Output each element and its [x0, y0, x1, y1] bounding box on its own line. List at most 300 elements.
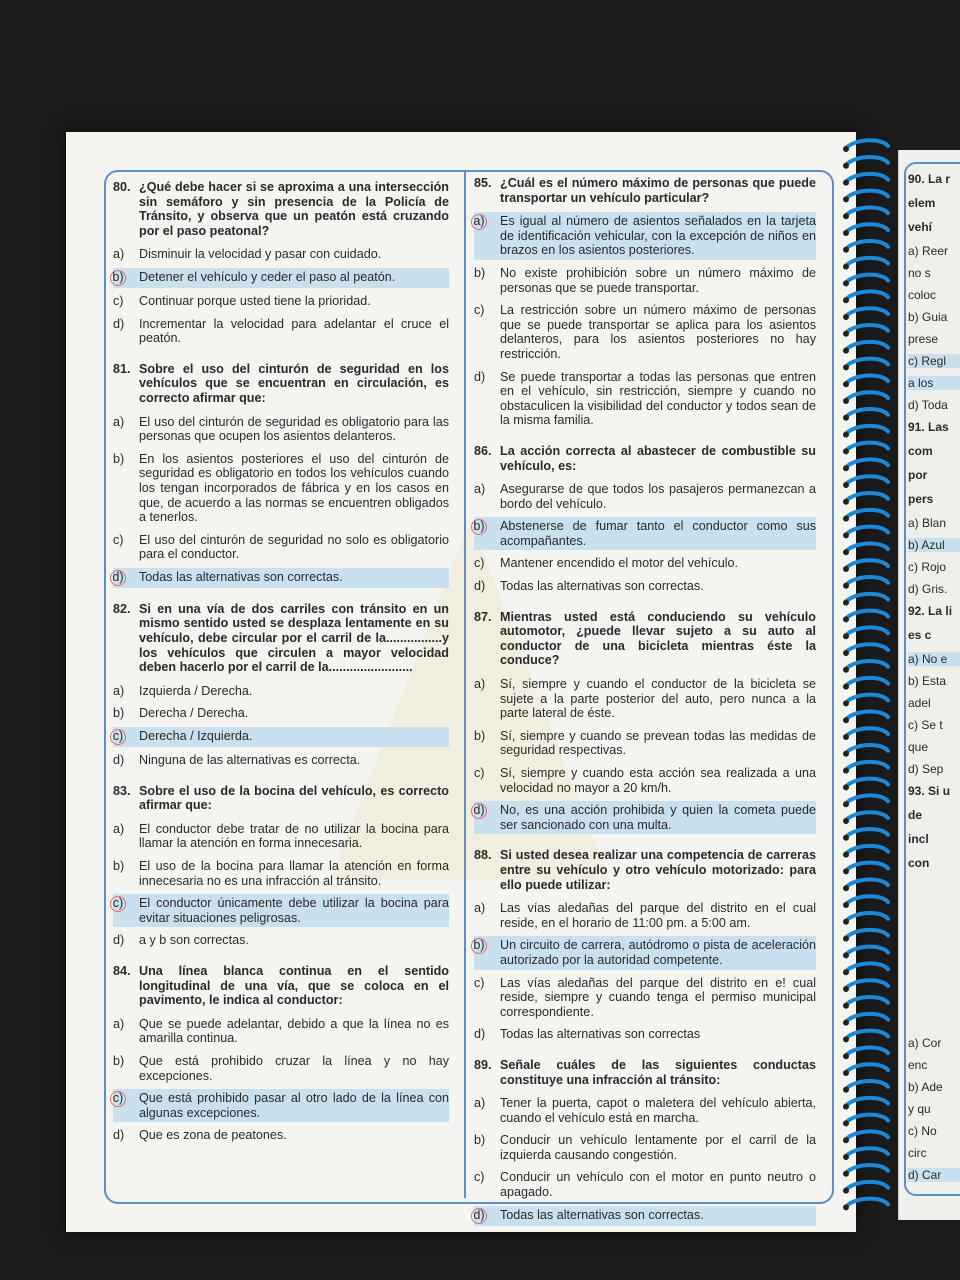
- next-page-fragment: 91. Las: [908, 420, 949, 434]
- question-number: 89.: [474, 1057, 492, 1072]
- spiral-ring: [846, 829, 888, 837]
- binding-hole: [843, 1020, 849, 1026]
- option-text: Asegurarse de que todos los pasajeros permanezcan a bordo del vehículo.: [500, 482, 816, 511]
- option-letter-text: c): [474, 303, 485, 318]
- option-letter: [474, 519, 500, 548]
- spiral-ring: [846, 627, 888, 635]
- binding-hole: [843, 969, 849, 975]
- spiral-ring: [846, 392, 888, 400]
- question-number: 80.: [113, 180, 131, 194]
- option-letter: [113, 1091, 139, 1120]
- option-letter-text: a): [113, 414, 125, 429]
- binding-hole: [843, 432, 849, 438]
- option-letter: [113, 1017, 139, 1046]
- binding-hole: [843, 818, 849, 824]
- option-text: Se puede transportar a todas las personas que entren en el vehículo, sin restricción, siempre y cuando no obstaculicen la visibilidad del conductor y todos sean de la misma familia.: [500, 369, 816, 428]
- question-header: [474, 176, 816, 205]
- spiral-ring: [846, 1199, 888, 1207]
- binding-hole: [843, 919, 849, 925]
- option-text: Disminuir la velocidad y pasar con cuidado.: [139, 247, 382, 262]
- option-letter-text: a): [113, 683, 125, 698]
- answer-option: [474, 1025, 816, 1044]
- option-letter-text: a): [474, 482, 486, 497]
- spiral-ring: [846, 644, 888, 652]
- next-page-fragment: con: [908, 856, 930, 870]
- option-letter: [113, 452, 139, 525]
- option-letter: [474, 1170, 500, 1199]
- binding-hole: [843, 1204, 849, 1210]
- next-page-fragment: b) Ade: [908, 1080, 943, 1094]
- option-text: Que está prohibido cruzar la línea y no hay excepciones.: [139, 1053, 449, 1083]
- option-letter-text: c): [113, 293, 124, 308]
- answer-option-selected: [113, 268, 449, 288]
- binding-hole: [843, 331, 849, 337]
- next-page-fragment: 90. La r: [908, 172, 951, 186]
- binding-hole: [843, 247, 849, 253]
- option-letter: [474, 303, 500, 361]
- spiral-ring: [846, 459, 888, 467]
- option-letter: [113, 684, 139, 699]
- next-page-fragment: c) No: [908, 1124, 937, 1138]
- spiral-ring: [846, 594, 888, 602]
- binding-hole: [843, 213, 849, 219]
- option-letter: [113, 859, 139, 888]
- spiral-ring: [846, 745, 888, 753]
- answer-option: [113, 1015, 449, 1048]
- binding-hole: [843, 314, 849, 320]
- next-page-fragment: 93. Si u: [908, 784, 951, 798]
- option-letter: [474, 938, 500, 967]
- question: [113, 362, 449, 588]
- answer-option: [113, 751, 449, 770]
- option-letter: [113, 415, 139, 444]
- spiral-ring: [846, 275, 888, 283]
- binding-hole: [843, 700, 849, 706]
- option-letter: [474, 556, 500, 571]
- binding-hole: [843, 1154, 849, 1160]
- question-header: [474, 610, 816, 668]
- option-text: Que es zona de peatones.: [139, 1128, 287, 1143]
- spiral-ring: [846, 997, 888, 1005]
- next-page-fragment: enc: [908, 1058, 928, 1072]
- answer-option: [474, 899, 816, 932]
- binding-hole: [843, 465, 849, 471]
- option-text: Detener el vehículo y ceder el paso al peatón.: [139, 269, 396, 284]
- question-header: [113, 180, 449, 238]
- option-letter-text: b): [471, 519, 487, 535]
- answer-option: [113, 1052, 449, 1085]
- option-text: El conductor únicamente debe utilizar la bocina para evitar situaciones peligrosas.: [139, 896, 449, 925]
- option-text: Incrementar la velocidad para adelantar el cruce el peatón.: [139, 316, 449, 346]
- option-text: No, es una acción prohibida y quien la cometa puede ser sancionado con una multa.: [500, 803, 816, 832]
- option-text: El conductor debe tratar de no utilizar la bocina para llamar la atención en forma innecesaria.: [139, 821, 449, 851]
- spiral-ring: [846, 661, 888, 669]
- question-text: ¿Cuál es el número máximo de personas que puede transportar un vehículo particular?: [500, 176, 816, 205]
- spiral-ring: [846, 1148, 888, 1156]
- question-number: 86.: [474, 443, 492, 458]
- binding-hole: [843, 734, 849, 740]
- option-letter: [113, 1128, 139, 1143]
- option-text: El uso del cinturón de seguridad es obligatorio para las personas que ocupen los asientos delanteros.: [139, 414, 449, 444]
- option-letter-text: b): [113, 451, 125, 466]
- question-text: Si usted desea realizar una competencia de carreras entre su vehículo y otro vehículo motorizado: para ello puede utilizar:: [500, 848, 816, 892]
- option-text: Es igual al número de asientos señalados en la tarjeta de identificación vehicular, con la excepción de niños en brazos en los asientos posteriores.: [500, 214, 816, 258]
- answer-option-selected: [113, 894, 449, 927]
- spiral-ring: [846, 963, 888, 971]
- option-letter: [474, 1133, 500, 1162]
- answer-option-selected: [113, 727, 449, 747]
- binding-hole: [843, 835, 849, 841]
- binding-hole: [843, 398, 849, 404]
- question-number: 84.: [113, 963, 131, 978]
- answer-option: [113, 245, 449, 264]
- spiral-ring: [846, 241, 888, 249]
- next-page-fragment: coloc: [908, 288, 937, 302]
- spiral-ring: [846, 1165, 888, 1173]
- option-text: Todas las alternativas son correctas: [500, 1027, 701, 1042]
- next-page-fragment: c) Rojo: [908, 560, 947, 574]
- option-letter-text: d): [474, 579, 486, 594]
- next-page-fragment: por: [908, 468, 928, 482]
- spiral-ring: [846, 762, 888, 770]
- option-letter: [474, 901, 500, 930]
- option-letter-text: d): [471, 803, 487, 819]
- question-text: La acción correcta al abastecer de combustible su vehículo, es:: [500, 443, 816, 473]
- spiral-binding: [842, 132, 892, 1222]
- answer-option: [113, 682, 449, 701]
- option-letter-text: c): [110, 896, 126, 912]
- spiral-ring: [846, 577, 888, 585]
- option-letter: [474, 729, 500, 758]
- binding-hole: [843, 1171, 849, 1177]
- option-text: Conducir un vehículo lentamente por el carril de la izquierda causando congestión.: [500, 1133, 816, 1162]
- spiral-ring: [846, 779, 888, 787]
- next-page-fragment: prese: [908, 332, 939, 346]
- option-letter-text: a): [474, 901, 486, 916]
- option-letter: [474, 803, 500, 832]
- binding-hole: [843, 616, 849, 622]
- spiral-ring: [846, 980, 888, 988]
- binding-hole: [843, 348, 849, 354]
- binding-hole: [843, 885, 849, 891]
- answer-option-selected: [474, 212, 816, 260]
- option-letter: [113, 270, 139, 286]
- spiral-ring: [846, 291, 888, 299]
- option-text: Abstenerse de fumar tanto el conductor como sus acompañantes.: [500, 519, 816, 548]
- answer-option: [474, 264, 816, 297]
- option-letter-text: a): [113, 821, 125, 836]
- option-letter: [474, 677, 500, 721]
- spiral-ring: [846, 1064, 888, 1072]
- question-number: 85.: [474, 176, 492, 190]
- next-page-fragment: adel: [908, 696, 931, 710]
- option-letter-text: d): [113, 316, 125, 331]
- option-text: a y b son correctas.: [139, 933, 249, 948]
- binding-hole: [843, 549, 849, 555]
- spiral-ring: [846, 863, 888, 871]
- spiral-ring: [846, 157, 888, 165]
- option-letter-text: a): [474, 1096, 486, 1111]
- option-letter: [113, 317, 139, 346]
- next-page-fragment: a) Blan: [908, 516, 947, 530]
- answer-option: [474, 675, 816, 723]
- option-text: No existe prohibición sobre un número máximo de personas que se puede transportar.: [500, 265, 816, 295]
- answer-option: [474, 368, 816, 430]
- next-page-fragment: c) Se t: [908, 718, 943, 732]
- question-text: Sobre el uso del cinturón de seguridad en los vehículos que se encuentran en circulación, es correcto afirmar que:: [139, 361, 449, 405]
- spiral-ring: [846, 140, 888, 148]
- answer-option: [113, 931, 449, 950]
- binding-hole: [843, 364, 849, 370]
- binding-hole: [843, 667, 849, 673]
- binding-hole: [843, 952, 849, 958]
- option-letter: [113, 933, 139, 948]
- answer-option: [474, 1094, 816, 1127]
- option-text: En los asientos posteriores el uso del cinturón de seguridad es obligatorio en todos los vehículos cuando los tengan incorporados de fábrica y en los casos en que, de acuerdo a las normas se encuentren obligados a tenerlos.: [139, 451, 449, 525]
- option-letter: [474, 1208, 500, 1224]
- answer-option: [113, 315, 449, 348]
- answer-option: [474, 554, 816, 573]
- spiral-ring: [846, 207, 888, 215]
- spiral-ring: [846, 560, 888, 568]
- option-text: Derecha / Izquierda.: [139, 729, 253, 744]
- spiral-ring: [846, 443, 888, 451]
- spiral-ring: [846, 930, 888, 938]
- question-header: [113, 964, 449, 1008]
- question-number: 81.: [113, 361, 131, 376]
- binding-hole: [843, 381, 849, 387]
- binding-hole: [843, 902, 849, 908]
- binding-hole: [843, 230, 849, 236]
- option-text: Que se puede adelantar, debido a que la línea no es amarilla continua.: [139, 1016, 449, 1046]
- question-header: [113, 784, 449, 813]
- binding-hole: [843, 768, 849, 774]
- spiral-ring: [846, 174, 888, 182]
- spiral-ring: [846, 795, 888, 803]
- question: [113, 602, 449, 770]
- binding-hole: [843, 499, 849, 505]
- spiral-ring: [846, 375, 888, 383]
- question: [113, 964, 449, 1145]
- next-page-fragment: es c: [908, 628, 932, 642]
- next-page-fragment: d) Car: [908, 1168, 960, 1182]
- next-page-fragment: que: [908, 740, 929, 754]
- spiral-ring: [846, 258, 888, 266]
- option-letter: [113, 533, 139, 562]
- question: [113, 180, 449, 348]
- option-text: Conducir un vehículo con el motor en punto neutro o apagado.: [500, 1170, 816, 1200]
- question-text: Señale cuáles de las siguientes conductas constituye una infracción al tránsito:: [500, 1057, 816, 1087]
- next-page-fragment: de: [908, 808, 923, 822]
- answer-option: [474, 1168, 816, 1201]
- next-page-fragment: b) Azul: [908, 538, 960, 552]
- spiral-ring: [846, 493, 888, 501]
- spiral-ring: [846, 678, 888, 686]
- next-page-fragment: circ: [908, 1146, 927, 1160]
- option-text: Las vías aledañas del parque del distrito en e! cual reside, siempre y cuando tenga el permiso municipal correspondiente.: [500, 975, 816, 1019]
- option-letter-text: d): [110, 570, 126, 586]
- answer-option-selected: [113, 568, 449, 588]
- next-page-fragment: b) Esta: [908, 674, 947, 688]
- option-letter-text: b): [113, 1053, 125, 1068]
- next-page-fragment: no s: [908, 266, 931, 280]
- answer-option: [113, 704, 449, 723]
- next-page-fragment: com: [908, 444, 933, 458]
- option-text: La restricción sobre un número máximo de personas que se puede transportar se aplica para los asientos delanteros, para los asientos posteriores no hay restricción.: [500, 303, 816, 361]
- option-letter: [474, 1096, 500, 1125]
- spiral-ring: [846, 191, 888, 199]
- binding-hole: [843, 1087, 849, 1093]
- option-text: Un circuito de carrera, autódromo o pista de aceleración autorizado por la autoridad competente.: [500, 938, 816, 967]
- next-page-fragment: 92. La li: [908, 604, 953, 618]
- question-text: Mientras usted está conduciendo su vehículo automotor, ¿puede llevar sujeto a su auto al conductor de una bicicleta mientras éste la conduce?: [500, 609, 816, 668]
- spiral-ring: [846, 1098, 888, 1106]
- binding-hole: [843, 936, 849, 942]
- answer-option-selected: [113, 1089, 449, 1122]
- option-letter: [474, 482, 500, 511]
- option-text: Derecha / Derecha.: [139, 706, 249, 721]
- spiral-ring: [846, 896, 888, 904]
- option-letter-text: b): [471, 938, 487, 954]
- question-number: 83.: [113, 783, 131, 798]
- option-letter-text: b): [474, 1133, 486, 1148]
- answer-option: [113, 450, 449, 527]
- binding-hole: [843, 1036, 849, 1042]
- answer-option-selected: [474, 801, 816, 834]
- option-letter-text: c): [474, 1170, 485, 1185]
- option-letter: [113, 753, 139, 768]
- option-text: Mantener encendido el motor del vehículo.: [500, 556, 739, 571]
- binding-hole: [843, 163, 849, 169]
- option-letter-text: a): [471, 214, 487, 230]
- binding-hole: [843, 684, 849, 690]
- next-page-fragment: elem: [908, 196, 936, 210]
- option-letter-text: a): [113, 1016, 125, 1031]
- binding-hole: [843, 280, 849, 286]
- answer-option: [113, 1126, 449, 1145]
- question-number: 82.: [113, 601, 131, 616]
- option-text: Sí, siempre y cuando se prevean todas las medidas de seguridad respectivas.: [500, 728, 816, 758]
- question-number: 87.: [474, 609, 492, 624]
- option-letter-text: c): [474, 556, 485, 571]
- option-letter-text: b): [113, 859, 125, 873]
- option-letter-text: c): [113, 532, 124, 547]
- option-letter: [113, 1054, 139, 1083]
- spiral-ring: [846, 695, 888, 703]
- option-letter: [113, 706, 139, 721]
- option-letter-text: d): [471, 1208, 487, 1224]
- spiral-ring: [846, 359, 888, 367]
- spiral-ring: [846, 325, 888, 333]
- binding-hole: [843, 717, 849, 723]
- binding-hole: [843, 1070, 849, 1076]
- next-page-fragment: d) Gris.: [908, 582, 948, 596]
- next-page-column: [908, 172, 960, 880]
- binding-hole: [843, 986, 849, 992]
- answer-option: [474, 974, 816, 1022]
- spiral-ring: [846, 879, 888, 887]
- question: [474, 1058, 816, 1226]
- spiral-ring: [846, 728, 888, 736]
- binding-hole: [843, 516, 849, 522]
- binding-hole: [843, 482, 849, 488]
- spiral-ring: [846, 476, 888, 484]
- spiral-ring: [846, 1182, 888, 1190]
- answer-option: [113, 857, 449, 890]
- answer-option: [113, 292, 449, 311]
- binding-hole: [843, 196, 849, 202]
- option-letter-text: c): [110, 1091, 126, 1107]
- binding-hole: [843, 146, 849, 152]
- option-text: Izquierda / Derecha.: [139, 683, 253, 698]
- option-text: Las vías aledañas del parque del distrito en el cual reside, en el horario de 11:00 pm. a 5:00 am.: [500, 901, 816, 930]
- option-letter: [474, 579, 500, 594]
- option-letter-text: d): [113, 1128, 125, 1143]
- binding-hole: [843, 415, 849, 421]
- next-page-fragment: d) Toda: [908, 398, 948, 412]
- binding-hole: [843, 852, 849, 858]
- spiral-ring: [846, 409, 888, 417]
- option-letter-text: b): [474, 265, 486, 280]
- answer-option: [474, 301, 816, 363]
- question-header: [113, 602, 449, 675]
- option-letter-text: d): [474, 1027, 486, 1042]
- binding-hole: [843, 1104, 849, 1110]
- option-letter-text: c): [474, 975, 485, 990]
- question: [474, 848, 816, 1044]
- binding-hole: [843, 448, 849, 454]
- next-page-fragment: vehí: [908, 220, 933, 234]
- next-page-fragment: y qu: [908, 1102, 931, 1116]
- question: [474, 176, 816, 430]
- binding-hole: [843, 1003, 849, 1009]
- spiral-ring: [846, 1014, 888, 1022]
- spiral-ring: [846, 527, 888, 535]
- right-column: [474, 176, 816, 1240]
- option-text: Que está prohibido pasar al otro lado de la línea con algunas excepciones.: [139, 1091, 449, 1120]
- option-text: Sí, siempre y cuando el conductor de la bicicleta se sujete a la parte posterior del auto, pero nunca a la parte lateral de éste.: [500, 677, 816, 721]
- answer-option: [474, 577, 816, 596]
- option-letter-text: a): [474, 677, 486, 692]
- option-text: Todas las alternativas son correctas.: [139, 569, 343, 584]
- spiral-ring: [846, 1081, 888, 1089]
- question: [474, 610, 816, 835]
- option-letter: [474, 976, 500, 1020]
- question-header: [474, 444, 816, 473]
- question-text: Una línea blanca continua en el sentido longitudinal de una vía, que se coloca en el pavimento, le indica al conductor:: [139, 963, 449, 1008]
- spiral-ring: [846, 947, 888, 955]
- spiral-ring: [846, 846, 888, 854]
- option-letter-text: a): [113, 247, 125, 262]
- binding-hole: [843, 801, 849, 807]
- question-text: Sobre el uso de la bocina del vehículo, es correcto afirmar que:: [139, 783, 449, 813]
- next-page-fragment: a los: [908, 376, 960, 390]
- option-letter: [113, 570, 139, 586]
- option-text: Continuar porque usted tiene la prioridad.: [139, 293, 371, 308]
- question-text: ¿Qué debe hacer si se aproxima a una intersección sin semáforo y sin presencia de la Policía de Tránsito, y observa que un peatón está cruzando por el paso peatonal?: [139, 180, 449, 238]
- answer-option: [113, 531, 449, 564]
- question-header: [474, 848, 816, 892]
- spiral-ring: [846, 1131, 888, 1139]
- option-letter: [113, 247, 139, 262]
- option-text: Ninguna de las alternativas es correcta.: [139, 753, 361, 768]
- binding-hole: [843, 650, 849, 656]
- binding-hole: [843, 180, 849, 186]
- option-text: Tener la puerta, capot o maletera del vehículo abierta, cuando el vehículo está en marcha.: [500, 1096, 816, 1125]
- option-text: El uso de la bocina para llamar la atención en forma innecesaria no es una infracción al tránsito.: [139, 859, 449, 888]
- spiral-ring: [846, 224, 888, 232]
- answer-option: [474, 764, 816, 797]
